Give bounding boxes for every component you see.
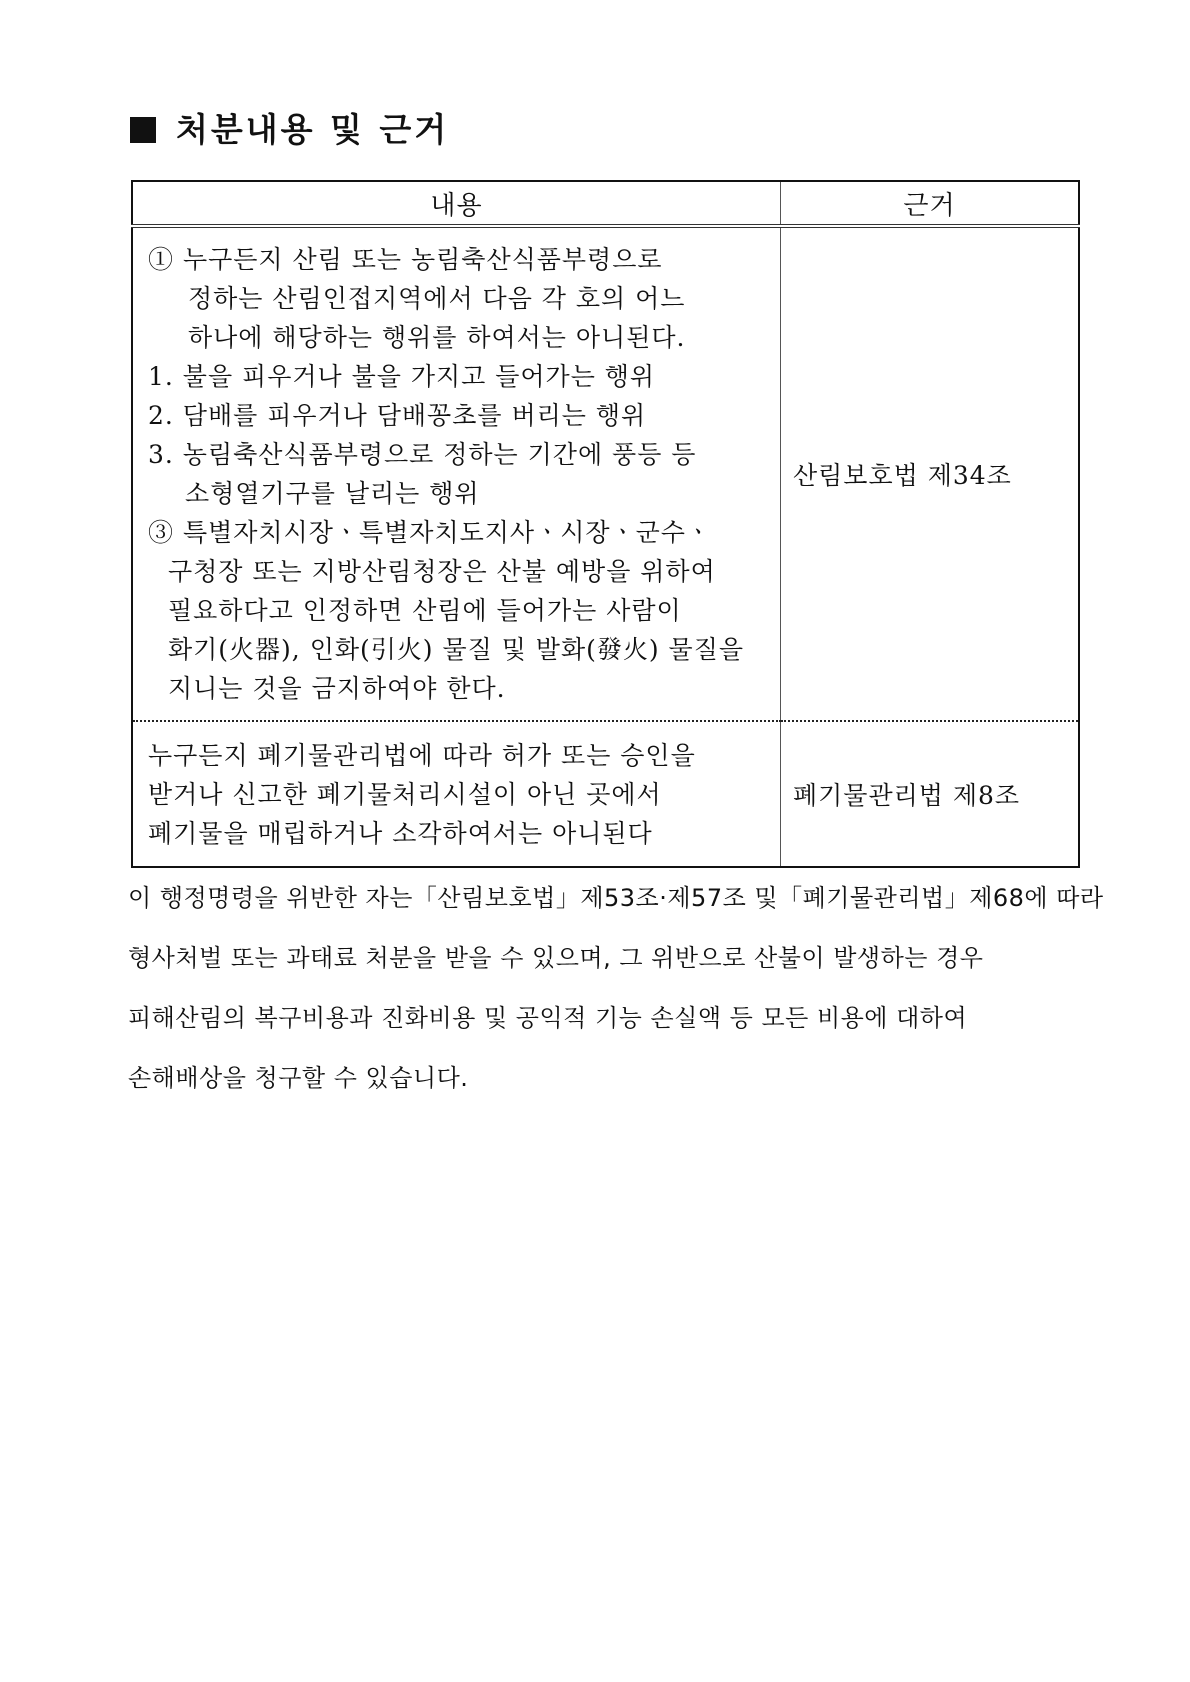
content-line: ③ 특별자치시장ㆍ특별자치도지사ㆍ시장ㆍ군수ㆍ xyxy=(148,518,712,547)
content-line: 소형열기구를 날리는 행위 xyxy=(185,479,480,508)
content-line: 2. 담배를 피우거나 담배꽁초를 버리는 행위 xyxy=(148,401,647,430)
content-line: 받거나 신고한 폐기물처리시설이 아닌 곳에서 xyxy=(148,779,662,809)
content-cell xyxy=(132,721,781,867)
section-heading-text: 처분내용 및 근거 xyxy=(176,110,450,149)
basis-cell: 폐기물관리법 제8조 xyxy=(781,721,1080,867)
content-line: 3. 농림축산식품부령으로 정하는 기간에 풍등 등 xyxy=(148,440,697,469)
penalty-notice xyxy=(128,878,1104,1118)
notice-line: 피해산림의 복구비용과 진화비용 및 공익적 기능 손실액 등 모든 비용에 대하여 xyxy=(128,1004,968,1032)
header-basis: 근거 xyxy=(781,181,1080,226)
content-line: ① 누구든지 산림 또는 농림축산식품부령으로 xyxy=(148,245,663,274)
content-line: 1. 불을 피우거나 불을 가지고 들어가는 행위 xyxy=(148,362,656,391)
notice-line: 손해배상을 청구할 수 있습니다. xyxy=(128,1064,469,1092)
content-line: 폐기물을 매립하거나 소각하여서는 아니된다 xyxy=(148,818,653,848)
content-line: 화기(火器), 인화(引火) 물질 및 발화(發火) 물질을 xyxy=(168,635,745,664)
basis-cell: 산림보호법 제34조 xyxy=(793,461,1012,490)
content-line: 정하는 산림인접지역에서 다음 각 호의 어느 xyxy=(188,284,686,313)
table-row xyxy=(132,226,1079,721)
table-header-row xyxy=(132,181,1079,226)
content-line: 필요하다고 인정하면 산림에 들어가는 사람이 xyxy=(168,596,682,625)
header-content: 내용 xyxy=(132,181,781,226)
content-line: 구청장 또는 지방산림청장은 산불 예방을 위하여 xyxy=(168,557,716,586)
content-line: 하나에 해당하는 행위를 하여서는 아니된다. xyxy=(188,323,686,352)
content-cell xyxy=(132,226,781,721)
black-square-icon xyxy=(130,117,156,143)
table-row xyxy=(132,721,1079,867)
notice-line: 이 행정명령을 위반한 자는「산림보호법」제53조·제57조 및「폐기물관리법」제68에 따라 xyxy=(128,884,1104,912)
section-heading xyxy=(130,104,449,151)
notice-line: 형사처벌 또는 과태료 처분을 받을 수 있으며, 그 위반으로 산불이 발생하는 경우 xyxy=(128,944,984,972)
content-line: 지니는 것을 금지하여야 한다. xyxy=(168,674,506,703)
disposition-table xyxy=(131,180,1080,868)
content-line: 누구든지 폐기물관리법에 따라 허가 또는 승인을 xyxy=(148,740,696,770)
